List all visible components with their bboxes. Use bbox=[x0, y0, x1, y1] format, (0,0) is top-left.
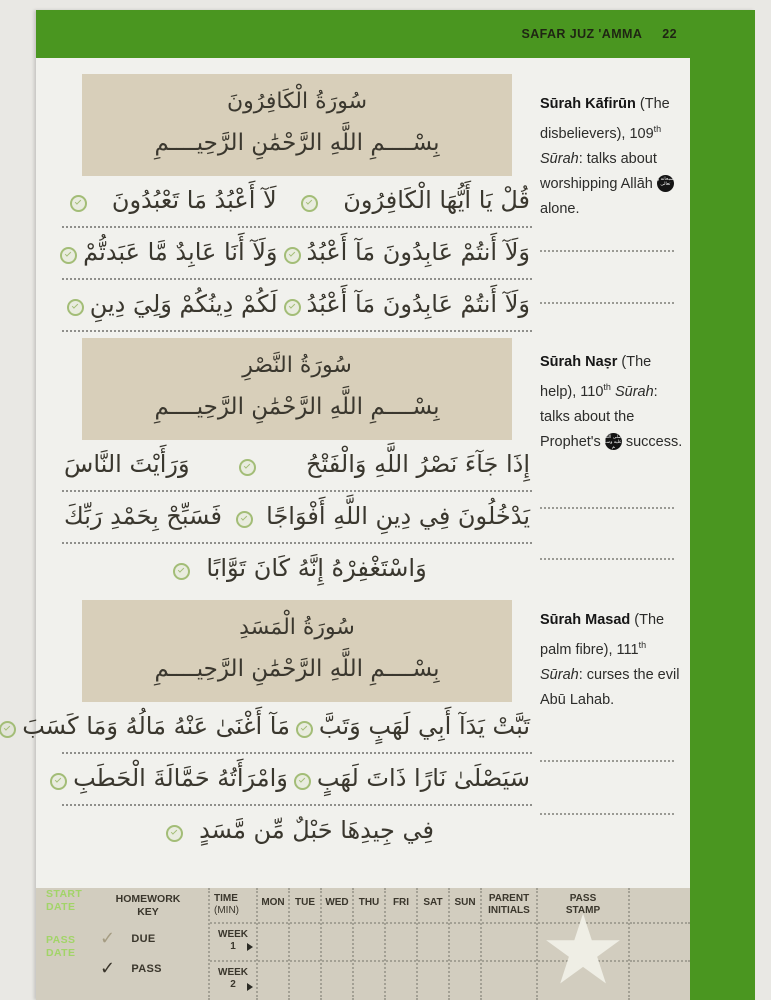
ayah-end-circle-icon bbox=[166, 825, 183, 842]
ayah-end-circle-icon bbox=[67, 299, 84, 316]
verse-text: وَلَآ أَنَا عَابِدٌ مَّا عَبَدتُّمْ bbox=[83, 238, 278, 266]
day-column-mon bbox=[256, 888, 288, 1000]
week-2-number: 2 bbox=[230, 979, 236, 990]
stamp-header-line2: STAMP bbox=[565, 905, 601, 916]
parent-initials-cell bbox=[482, 962, 536, 1000]
verse-text: وَرَأَيْتَ النَّاسَ bbox=[64, 450, 190, 478]
verse-text: يَدْخُلُونَ فِي دِينِ اللَّهِ أَفْوَاجًا bbox=[266, 502, 530, 530]
verse-text: لَآ أَعْبُدُ مَا تَعْبُدُونَ bbox=[111, 186, 277, 214]
homework-cell bbox=[450, 924, 480, 962]
day-header: THU bbox=[354, 888, 384, 924]
ayah-end-circle-icon bbox=[284, 247, 301, 264]
verse-line bbox=[62, 758, 532, 806]
empty-column bbox=[628, 888, 690, 1000]
homework-cell bbox=[450, 962, 480, 1000]
surah-verses bbox=[22, 706, 532, 856]
week-arrow-icon bbox=[247, 983, 253, 991]
ayah-end-circle-icon bbox=[60, 247, 77, 264]
homework-key-title-line2: KEY bbox=[137, 906, 159, 918]
day-column-wed bbox=[320, 888, 352, 1000]
notes-sidebar bbox=[540, 78, 690, 878]
note-text: : talks about the Prophet's bbox=[540, 383, 658, 450]
homework-key-title-line1: HOMEWORK bbox=[115, 893, 181, 905]
ayah-end-circle-icon bbox=[284, 299, 301, 316]
homework-cell bbox=[418, 924, 448, 962]
note-text: Sūrah Masad bbox=[540, 612, 631, 628]
homework-cell bbox=[258, 924, 288, 962]
note-ruled-line bbox=[540, 507, 674, 509]
verse-text: لَكُمْ دِينُكُمْ وَلِيَ دِينِ bbox=[89, 290, 278, 318]
parent-header-line2: INITIALS bbox=[488, 905, 530, 916]
ordinal-suffix: th bbox=[638, 640, 647, 650]
day-column-fri bbox=[384, 888, 416, 1000]
ayah-end-circle-icon bbox=[70, 195, 87, 212]
bismillah-arabic: بِسْــــمِ اللَّهِ الرَّحْمَٰنِ الرَّحِيــــمِ bbox=[154, 130, 440, 156]
week-1-number: 1 bbox=[230, 941, 236, 952]
homework-cell bbox=[322, 924, 352, 962]
stamp-header-line1: PASS bbox=[569, 893, 597, 904]
ayah-end-circle-icon bbox=[0, 721, 16, 738]
homework-cell bbox=[386, 924, 416, 962]
star-stamp-icon bbox=[540, 902, 626, 998]
empty-cell bbox=[630, 962, 690, 1000]
sallallahu-alayhi-wasallam-badge-icon: صلى الله عليه وسلم bbox=[604, 434, 622, 450]
ayah-end-circle-icon bbox=[296, 721, 313, 738]
due-label: DUE bbox=[131, 932, 156, 945]
day-header: FRI bbox=[386, 888, 416, 924]
note-ruled-line bbox=[540, 760, 674, 762]
homework-table bbox=[36, 888, 690, 1000]
note-ruled-line bbox=[540, 813, 674, 815]
homework-cell bbox=[258, 962, 288, 1000]
surah-section bbox=[62, 74, 532, 332]
verse-text: إِذَا جَآءَ نَصْرُ اللَّهِ وَالْفَتْحُ bbox=[306, 450, 530, 478]
sidebar-note-kafirun bbox=[540, 92, 690, 222]
note-text: success. bbox=[621, 433, 683, 450]
verse-line bbox=[22, 706, 532, 754]
parent-header-line1: PARENT bbox=[488, 893, 530, 904]
ordinal-suffix: th bbox=[603, 382, 611, 392]
homework-cell bbox=[418, 962, 448, 1000]
day-columns bbox=[256, 888, 480, 1000]
day-column-tue bbox=[288, 888, 320, 1000]
pass-stamp-column bbox=[536, 888, 628, 1000]
bismillah-arabic: بِسْــــمِ اللَّهِ الرَّحْمَٰنِ الرَّحِيــــمِ bbox=[154, 656, 440, 682]
note-text: (The help), 110 bbox=[540, 354, 652, 400]
day-column-sat bbox=[416, 888, 448, 1000]
verse-text: وَلَآ أَنتُمْ عَابِدُونَ مَآ أَعْبُدُ bbox=[306, 238, 530, 266]
surah-verses bbox=[62, 180, 532, 332]
homework-cell bbox=[290, 962, 320, 1000]
surah-section bbox=[62, 338, 532, 594]
green-border-right bbox=[690, 10, 755, 1000]
page bbox=[22, 10, 755, 1000]
verse-text: مَآ أَغْنَىٰ عَنْهُ مَالُهُ وَمَا كَسَبَ bbox=[22, 712, 290, 740]
day-header: SAT bbox=[418, 888, 448, 924]
week-1-word: WEEK bbox=[218, 929, 248, 940]
note-ruled-line bbox=[540, 302, 674, 304]
time-column bbox=[208, 888, 256, 1000]
page-number: 22 bbox=[662, 27, 677, 41]
pass-label: PASS bbox=[131, 962, 162, 975]
ayah-end-circle-icon bbox=[236, 511, 253, 528]
verse-text: وَلَآ أَنتُمْ عَابِدُونَ مَآ أَعْبُدُ bbox=[306, 290, 530, 318]
note-text: Sūrah bbox=[540, 150, 579, 167]
homework-cell bbox=[386, 962, 416, 1000]
note-ruled-line bbox=[540, 250, 674, 252]
verse-line bbox=[62, 548, 532, 594]
verse-line bbox=[62, 444, 532, 492]
page-header-title: SAFAR JUZ 'AMMA bbox=[521, 27, 643, 41]
time-header-line1: TIME bbox=[214, 893, 238, 904]
homework-cell bbox=[354, 924, 384, 962]
empty-header-cell bbox=[630, 888, 690, 924]
time-header-line2: (MIN) bbox=[214, 905, 239, 916]
empty-cell bbox=[630, 924, 690, 962]
parent-initials-cell bbox=[482, 924, 536, 962]
day-header: TUE bbox=[290, 888, 320, 924]
week-1-label bbox=[210, 924, 256, 962]
verse-text: تَبَّتْ يَدَآ أَبِي لَهَبٍ وَتَبَّ bbox=[318, 712, 530, 740]
note-text: : talks about worshipping Allāh bbox=[540, 150, 657, 192]
note-text: (The disbelievers), 109 bbox=[540, 96, 670, 142]
note-text: Sūrah Kāfirūn bbox=[540, 96, 636, 112]
time-header bbox=[210, 888, 256, 924]
surah-title-arabic: سُورَةُ الْمَسَدِ bbox=[239, 615, 355, 640]
verse-line bbox=[62, 284, 532, 332]
key-row-due bbox=[100, 928, 208, 949]
note-text: alone. bbox=[540, 200, 580, 217]
day-header: WED bbox=[322, 888, 352, 924]
day-column-sun bbox=[448, 888, 480, 1000]
note-text: Sūrah bbox=[540, 666, 579, 683]
day-header: MON bbox=[258, 888, 288, 924]
subhanahu-wa-taala-badge-icon: سبحانه وتعالى bbox=[657, 175, 674, 192]
verse-text: وَامْرَأَتُهُ حَمَّالَةَ الْحَطَبِ bbox=[73, 764, 288, 792]
parent-initials-header bbox=[482, 888, 536, 924]
verse-text: فَسَبِّحْ بِحَمْدِ رَبِّكَ bbox=[64, 502, 223, 530]
verse-line bbox=[62, 232, 532, 280]
verse-line bbox=[62, 180, 532, 228]
key-row-pass bbox=[100, 958, 208, 979]
ayah-end-circle-icon bbox=[294, 773, 311, 790]
verse-text: سَيَصْلَىٰ نَارًا ذَاتَ لَهَبٍ bbox=[316, 764, 530, 792]
note-ruled-line bbox=[540, 558, 674, 560]
start-date-label: START DATE bbox=[46, 888, 83, 913]
ordinal-suffix: th bbox=[653, 124, 662, 134]
homework-cell bbox=[322, 962, 352, 1000]
pass-checkmark-icon bbox=[100, 958, 115, 979]
week-2-label bbox=[210, 962, 256, 1000]
note-text: (The palm fibre), 111 bbox=[540, 612, 665, 658]
verse-line bbox=[62, 496, 532, 544]
surah-section bbox=[22, 600, 532, 856]
surah-verses bbox=[62, 444, 532, 594]
surah-header-block bbox=[82, 74, 512, 176]
sidebar-note-masad bbox=[540, 608, 690, 713]
ayah-end-circle-icon bbox=[50, 773, 67, 790]
ayah-end-circle-icon bbox=[301, 195, 318, 212]
verse-text: قُلْ يَا أَيُّهَا الْكَافِرُونَ bbox=[343, 186, 530, 214]
day-column-thu bbox=[352, 888, 384, 1000]
verse-text: فِي جِيدِهَا حَبْلٌ مِّن مَّسَدٍ bbox=[199, 816, 434, 844]
surah-header-block bbox=[82, 600, 512, 702]
week-arrow-icon bbox=[247, 943, 253, 951]
homework-cell bbox=[290, 924, 320, 962]
bismillah-arabic: بِسْــــمِ اللَّهِ الرَّحْمَٰنِ الرَّحِيــــمِ bbox=[154, 394, 440, 420]
ayah-end-circle-icon bbox=[239, 459, 256, 476]
verse-text: وَاسْتَغْفِرْهُ إِنَّهُ كَانَ تَوَّابًا bbox=[206, 554, 427, 582]
quran-text-column bbox=[22, 68, 532, 860]
parent-initials-column bbox=[480, 888, 536, 1000]
pass-date-label: PASS DATE bbox=[46, 934, 76, 959]
day-header: SUN bbox=[450, 888, 480, 924]
verse-line bbox=[62, 810, 532, 856]
surah-header-block bbox=[82, 338, 512, 440]
page-header bbox=[522, 10, 678, 58]
due-checkmark-icon bbox=[100, 928, 115, 949]
homework-key-title bbox=[98, 893, 198, 919]
week-2-word: WEEK bbox=[218, 967, 248, 978]
homework-cell bbox=[354, 962, 384, 1000]
note-text: Sūrah Naṣr bbox=[540, 354, 618, 370]
ayah-end-circle-icon bbox=[173, 563, 190, 580]
surah-title-arabic: سُورَةُ الْكَافِرُونَ bbox=[226, 89, 368, 114]
sidebar-note-nasr bbox=[540, 350, 690, 455]
surah-title-arabic: سُورَةُ النَّصْرِ bbox=[242, 353, 352, 378]
note-text: : curses the evil Abū Lahab. bbox=[540, 666, 680, 708]
note-text: Sūrah bbox=[614, 383, 654, 400]
